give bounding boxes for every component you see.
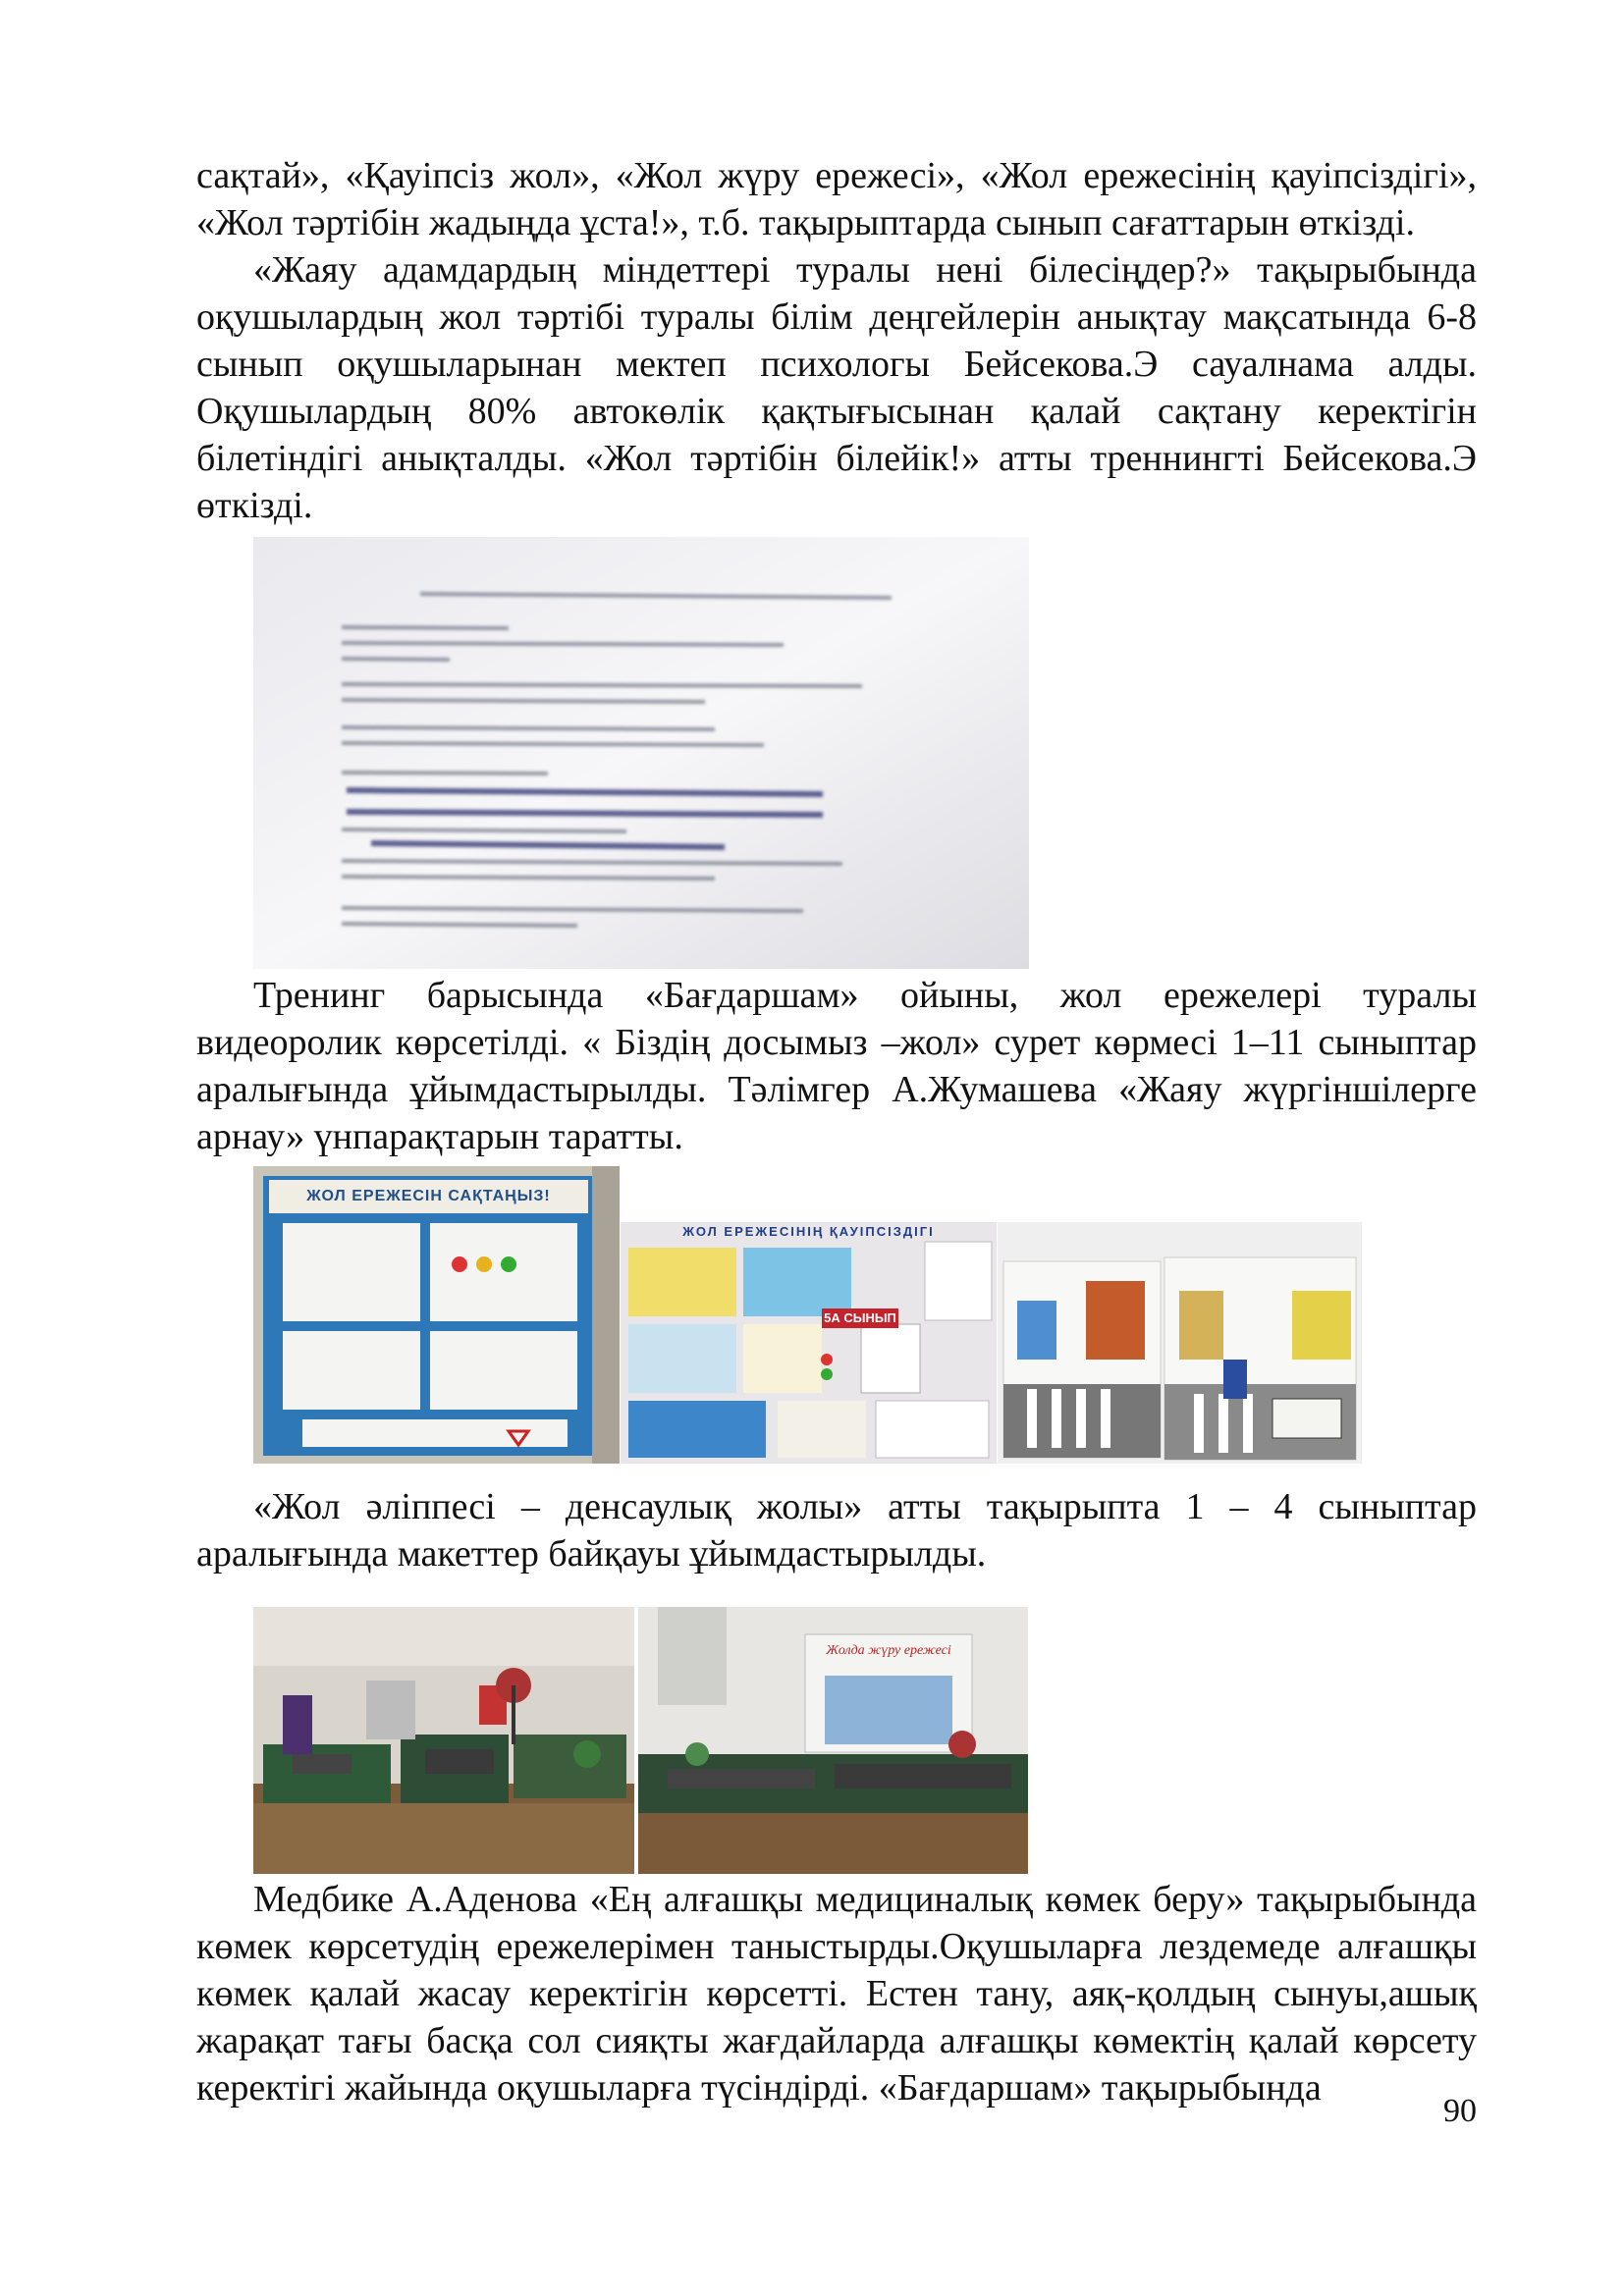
drawings-photo: [998, 1222, 1362, 1464]
poster-rules-heading: ЖОЛ ЕРЕЖЕСІН САҚТАҢЫЗ!: [269, 1180, 588, 1213]
models-photo-2: [638, 1607, 1028, 1874]
poster-safety-heading: ЖОЛ ЕРЕЖЕСІНІҢ ҚАУІПСІЗДІГІ: [682, 1224, 935, 1239]
paragraph-5: Медбике А.Аденова «Ең алғашқы медициналық көмек беру» тақырыбында көмек көрсетудің ережелерімен таныстырды.Оқушыларға лездемеде алғашқы көмек қалай жасау керектігін көрсетті. Естен тану, аяқ-қолдың сынуы,ашық жарақат тағы басқа сол сияқты жағдайларда алғашқы көмектің қалай көрсету керектігі жайында оқушыларға түсіндірді. «Бағдаршам» тақырыбында: [196, 1879, 1477, 2109]
paragraph-4: «Жол әліппесі – денсаулық жолы» атты тақырыпта 1 – 4 сыныптар аралығында макеттер байқауы ұйымдастырылды.: [196, 1486, 1477, 1575]
models-sign: Жолда жүру ережесі: [826, 1643, 951, 1658]
poster-safety-photo: [621, 1222, 997, 1464]
paragraph-3: Тренинг барысында «Бағдаршам» ойыны, жол ережелері туралы видеоролик көрсетілді. « Біздің досымыз –жол» сурет көрмесі 1–11 сыныптар аралығында ұйымдастырылды. Тәлімгер А.Жумашева «Жаяу жүргіншілерге арнау» үнпарақтарын таратты.: [196, 975, 1477, 1157]
models-photo-1: [253, 1607, 634, 1874]
poster-class-label: 5А СЫНЫП: [822, 1308, 898, 1328]
paragraph-2: «Жаяу адамдардың міндеттері туралы нені білесіңдер?» тақырыбында оқушылардың жол тәртібі туралы білім деңгейлерін анықтау мақсатында 6-8 сынып оқушыларынан мектеп психологы Бейсекова.Э сауалнама алды. Оқушылардың 80% автокөлік қақтығысынан қалай сақтану керектігін білетіндігі анықталды. «Жол тәртібін білейік!» атты треннингті Бейсекова.Э өткізді.: [196, 249, 1477, 526]
poster-rules-photo: [253, 1166, 620, 1464]
survey-sheet-photo: [253, 537, 1029, 969]
page-number: 90: [1443, 2093, 1477, 2129]
paragraph-1: сақтай», «Қауіпсіз жол», «Жол жүру ережесі», «Жол ережесінің қауіпсіздігі», «Жол тәртібін жадыңда ұста!», т.б. тақырыптарда сынып сағаттарын өткізді.: [196, 155, 1477, 243]
